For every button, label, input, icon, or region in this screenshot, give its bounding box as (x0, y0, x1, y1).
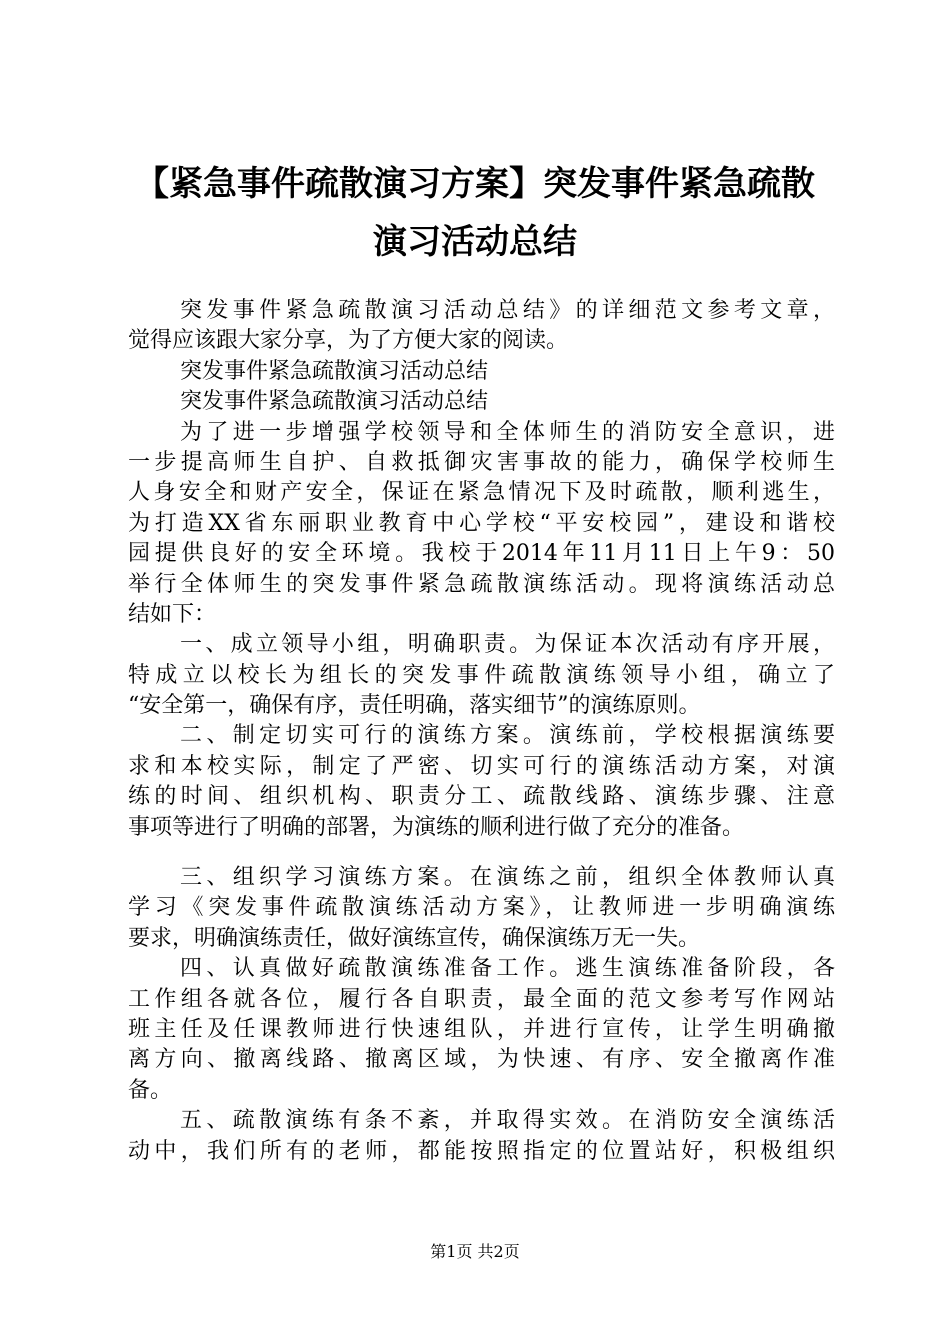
body-line: 工作组各就各位，履行各自职责，最全面的范文参考写作网站 (128, 986, 835, 1012)
body-line: 为打造XX省东丽职业教育中心学校“平安校园”，建设和谐校 (128, 510, 835, 536)
document-body (128, 296, 835, 1167)
body-line: 二、制定切实可行的演练方案。演练前，学校根据演练要 (180, 723, 835, 749)
body-line: 学习《突发事件疏散演练活动方案》，让教师进一步明确演练 (128, 895, 835, 921)
body-line: 四、认真做好疏散演练准备工作。逃生演练准备阶段，各 (180, 956, 835, 982)
body-line: 离方向、撤离线路、撤离区域，为快速、有序、安全撤离作准 (128, 1047, 835, 1073)
blank-line (128, 843, 835, 863)
body-line: 结如下： (128, 601, 217, 627)
body-line: 求和本校实际，制定了严密、切实可行的演练活动方案，对演 (128, 753, 835, 779)
document-title-line-1: 【紧急事件疏散演习方案】突发事件紧急疏散 (135, 164, 815, 204)
body-line: 突发事件紧急疏散演习活动总结 (180, 389, 489, 415)
body-line: 动中，我们所有的老师，都能按照指定的位置站好，积极组织 (128, 1138, 835, 1164)
document-title-line-2: 演习活动总结 (373, 222, 577, 262)
body-line: 园提供良好的安全环境。我校于2014年11月11日上午9：50 (128, 541, 835, 567)
body-line: 突发事件紧急疏散演习活动总结》的详细范文参考文章， (180, 298, 835, 323)
body-line: 举行全体师生的突发事件紧急疏散演练活动。现将演练活动总 (128, 571, 835, 597)
body-line: 练的时间、组织机构、职责分工、疏散线路、演练步骤、注意 (128, 784, 835, 810)
body-line: 突发事件紧急疏散演习活动总结 (180, 358, 489, 384)
body-line: “安全第一，确保有序，责任明确，落实细节”的演练原则。 (128, 693, 701, 719)
body-line: 事项等进行了明确的部署，为演练的顺利进行做了充分的准备。 (128, 814, 745, 840)
body-line: 觉得应该跟大家分享，为了方便大家的阅读。 (128, 328, 569, 354)
body-line: 班主任及任课教师进行快速组队，并进行宣传，让学生明确撤 (128, 1016, 835, 1042)
body-line: 一步提高师生自护、自救抵御灾害事故的能力，确保学校师生 (128, 449, 835, 475)
body-line: 五、疏散演练有条不紊，并取得实效。在消防安全演练活 (180, 1108, 835, 1134)
body-line: 三、组织学习演练方案。在演练之前，组织全体教师认真 (180, 865, 835, 891)
body-line: 备。 (128, 1077, 173, 1103)
body-line: 特成立以校长为组长的突发事件疏散演练领导小组，确立了 (128, 662, 835, 688)
body-line: 人身安全和财产安全，保证在紧急情况下及时疏散，顺利逃生， (128, 480, 835, 506)
page-footer: 第1页 共2页 (430, 1242, 520, 1261)
body-line: 一、成立领导小组，明确职责。为保证本次活动有序开展， (180, 632, 835, 658)
body-line: 为了进一步增强学校领导和全体师生的消防安全意识，进 (180, 419, 835, 445)
body-line: 要求，明确演练责任，做好演练宣传，确保演练万无一失。 (128, 925, 701, 951)
